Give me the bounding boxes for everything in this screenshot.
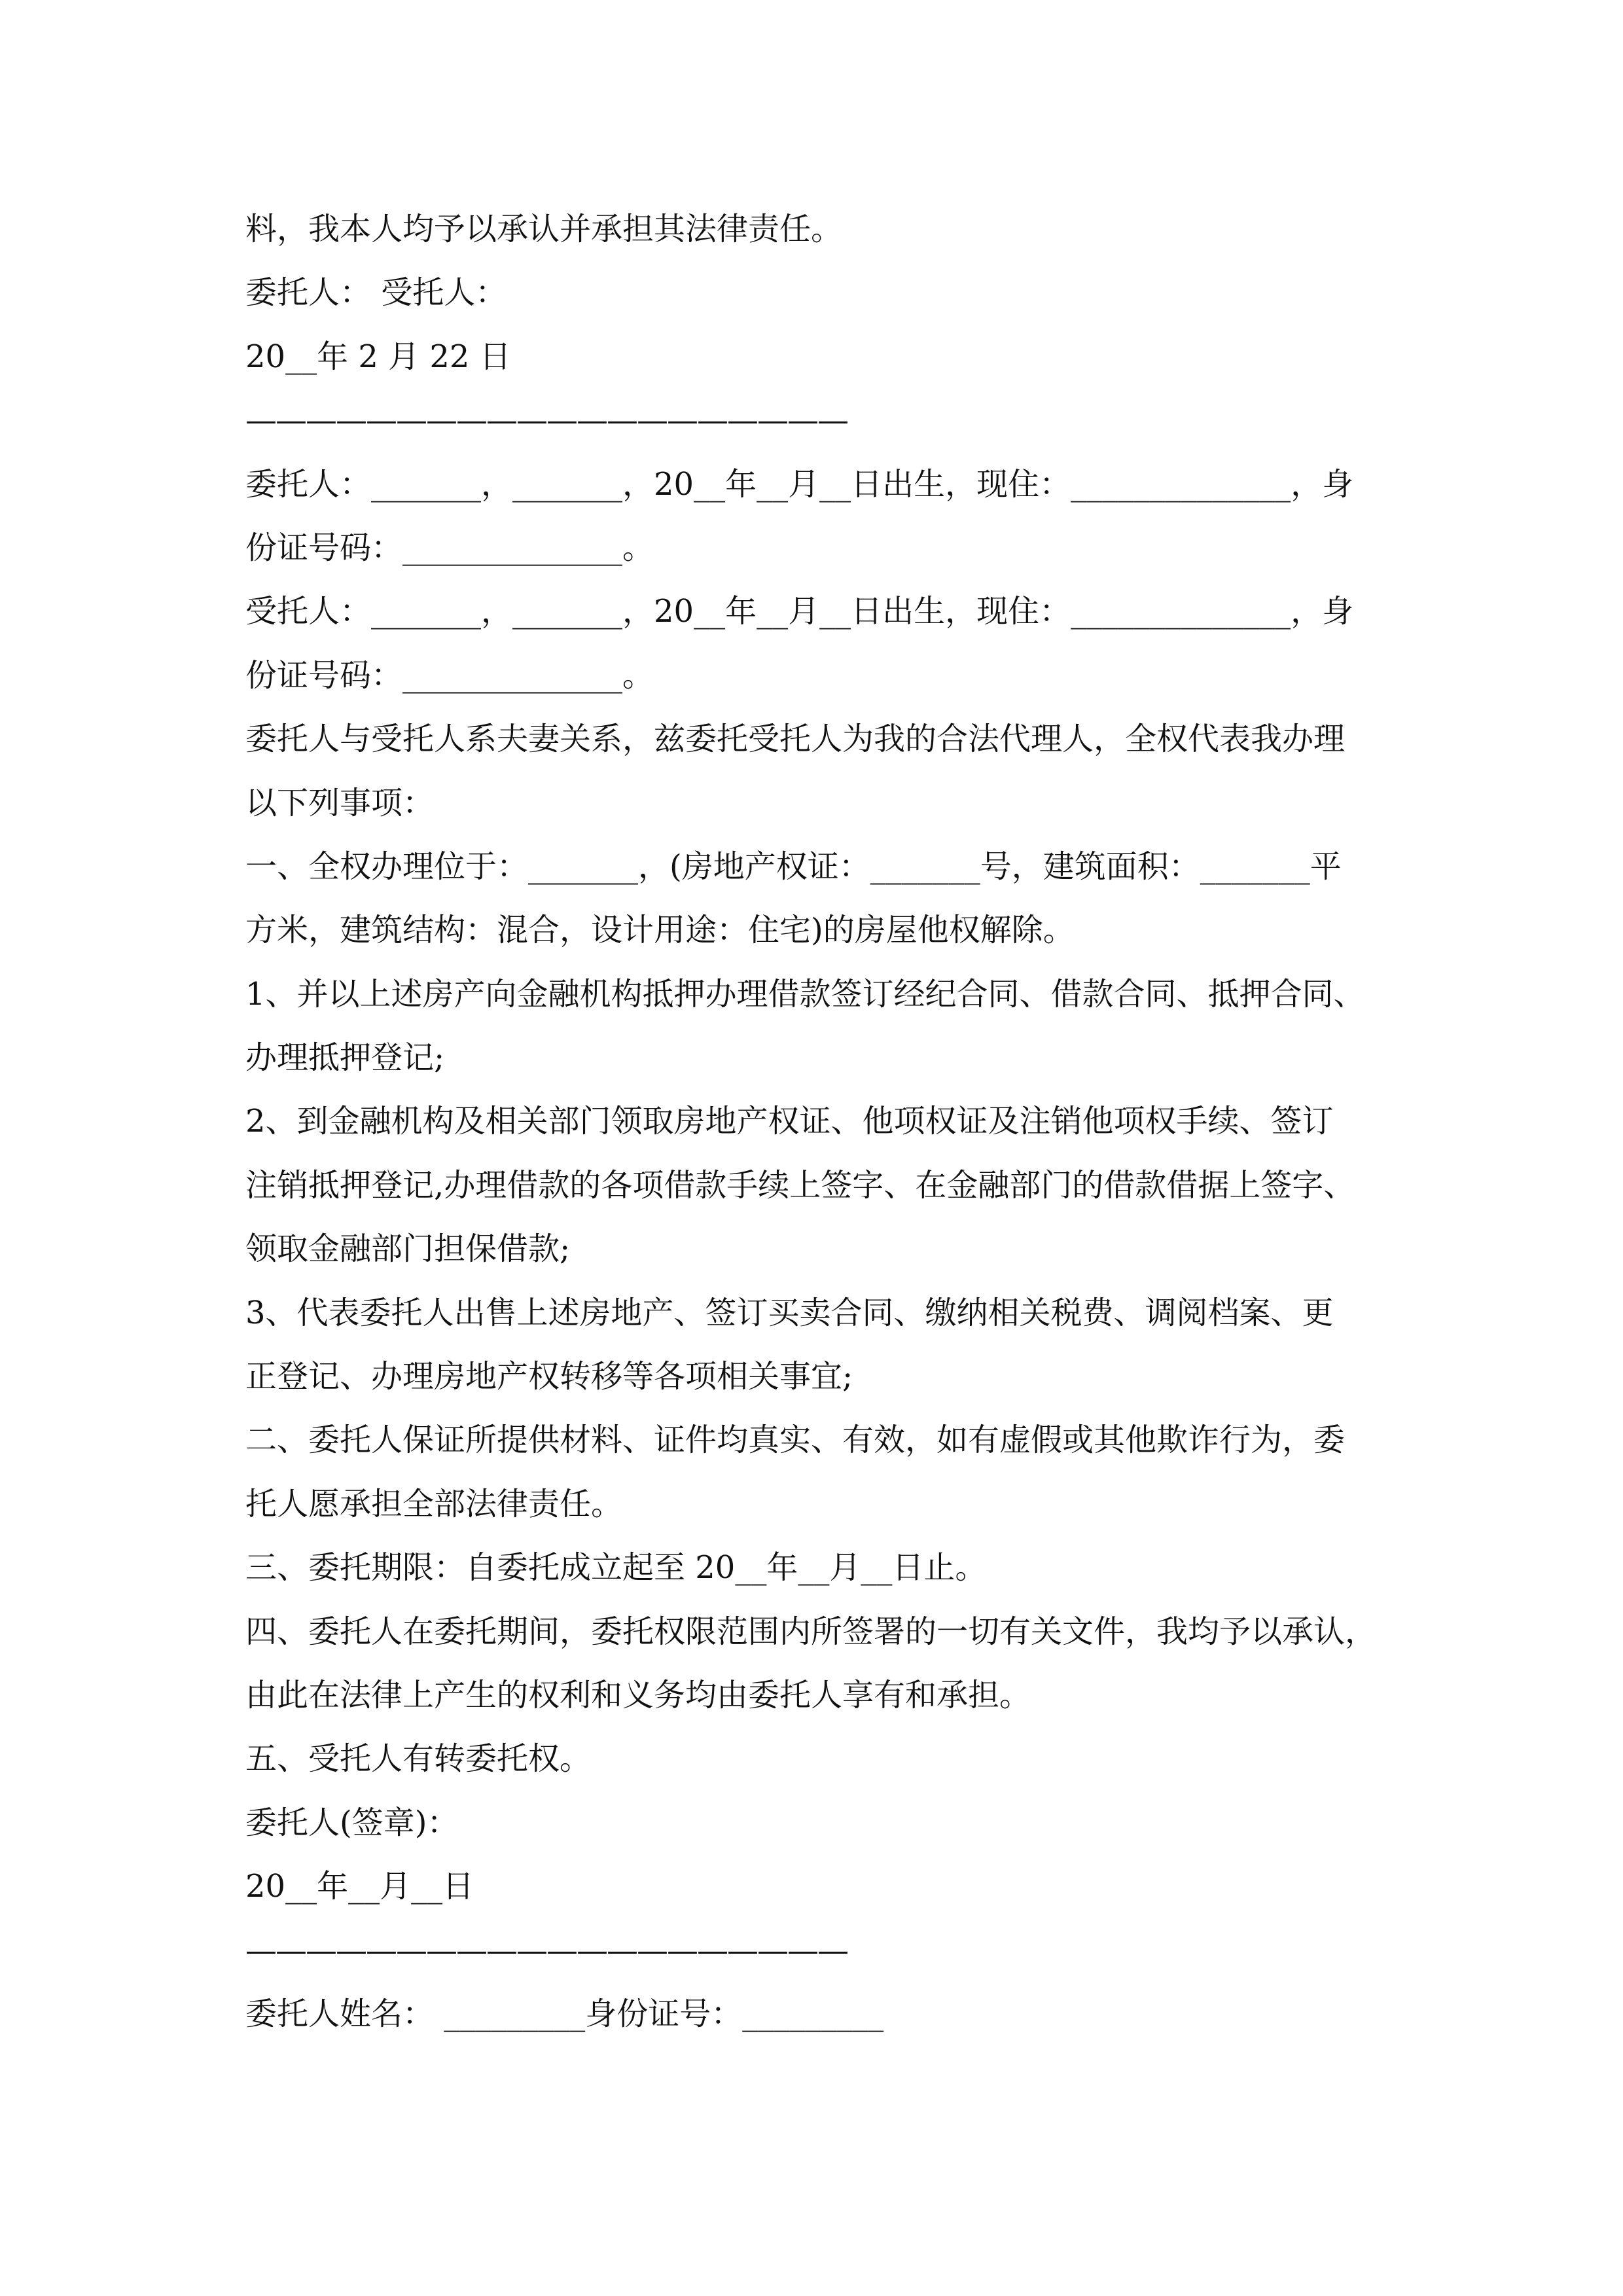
agent-id-line: 份证号码：______________。 (245, 656, 654, 694)
signature-labels: 委托人： 受托人： (245, 274, 507, 312)
text-line: 正登记、办理房地产权转移等各项相关事宜; (245, 1358, 853, 1395)
text-line: 注销抵押登记,办理借款的各项借款手续上签字、在金融部门的借款借据上签字、 (245, 1166, 1355, 1204)
principal-name-id-line: 委托人姓名： _________身份证号：_________ (245, 1995, 884, 2032)
clause-3: 三、委托期限：自委托成立起至 20__年__月__日止。 (245, 1549, 987, 1587)
text-line: 办理抵押登记; (245, 1039, 445, 1077)
clause-4: 四、委托人在委托期间，委托权限范围内所签署的一切有关文件，我均予以承认， (245, 1613, 1377, 1650)
date-line: 20__年 2 月 22 日 (245, 338, 511, 375)
text-line: 方米，建筑结构：混合，设计用途：住宅)的房屋他权解除。 (245, 912, 1075, 949)
clause-5: 五、受托人有转委托权。 (245, 1740, 592, 1778)
date-line: 20__年__月__日 (245, 1868, 474, 1905)
text-line: 委托人与受托人系夫妻关系，兹委托受托人为我的合法代理人，全权代表我办理 (245, 721, 1346, 758)
item-1: 1、并以上述房产向金融机构抵押办理借款签订经纪合同、借款合同、抵押合同、 (245, 975, 1365, 1013)
signature-label: 委托人(签章)： (245, 1804, 459, 1841)
item-2: 2、到金融机构及相关部门领取房地产权证、他项权证及注销他项权手续、签订 (245, 1103, 1334, 1140)
text-line: 托人愿承担全部法律责任。 (245, 1485, 623, 1522)
text-line: 领取金融部门担保借款; (245, 1230, 571, 1268)
agent-info-line: 受托人：_______，_______，20__年__月__日出生，现住：______________，身 (245, 593, 1354, 630)
document-page (245, 198, 1397, 2046)
principal-id-line: 份证号码：______________。 (245, 529, 654, 566)
divider-rule: ———————————————————— (245, 402, 847, 439)
clause-2: 二、委托人保证所提供材料、证件均真实、有效，如有虚假或其他欺诈行为，委 (245, 1422, 1346, 1459)
item-3: 3、代表委托人出售上述房地产、签订买卖合同、缴纳相关税费、调阅档案、更 (245, 1294, 1334, 1331)
principal-info-line: 委托人：_______，_______，20__年__月__日出生，现住：______________，身 (245, 465, 1354, 503)
text-line: 以下列事项： (245, 784, 435, 821)
text-line: 由此在法律上产生的权利和义务均由委托人享有和承担。 (245, 1676, 1031, 1713)
text-line: 料，我本人均予以承认并承担其法律责任。 (245, 211, 843, 247)
divider-rule: ———————————————————— (245, 1931, 847, 1969)
clause-1: 一、全权办理位于：_______，(房地产权证：_______号，建筑面积：_______平 (245, 848, 1342, 885)
